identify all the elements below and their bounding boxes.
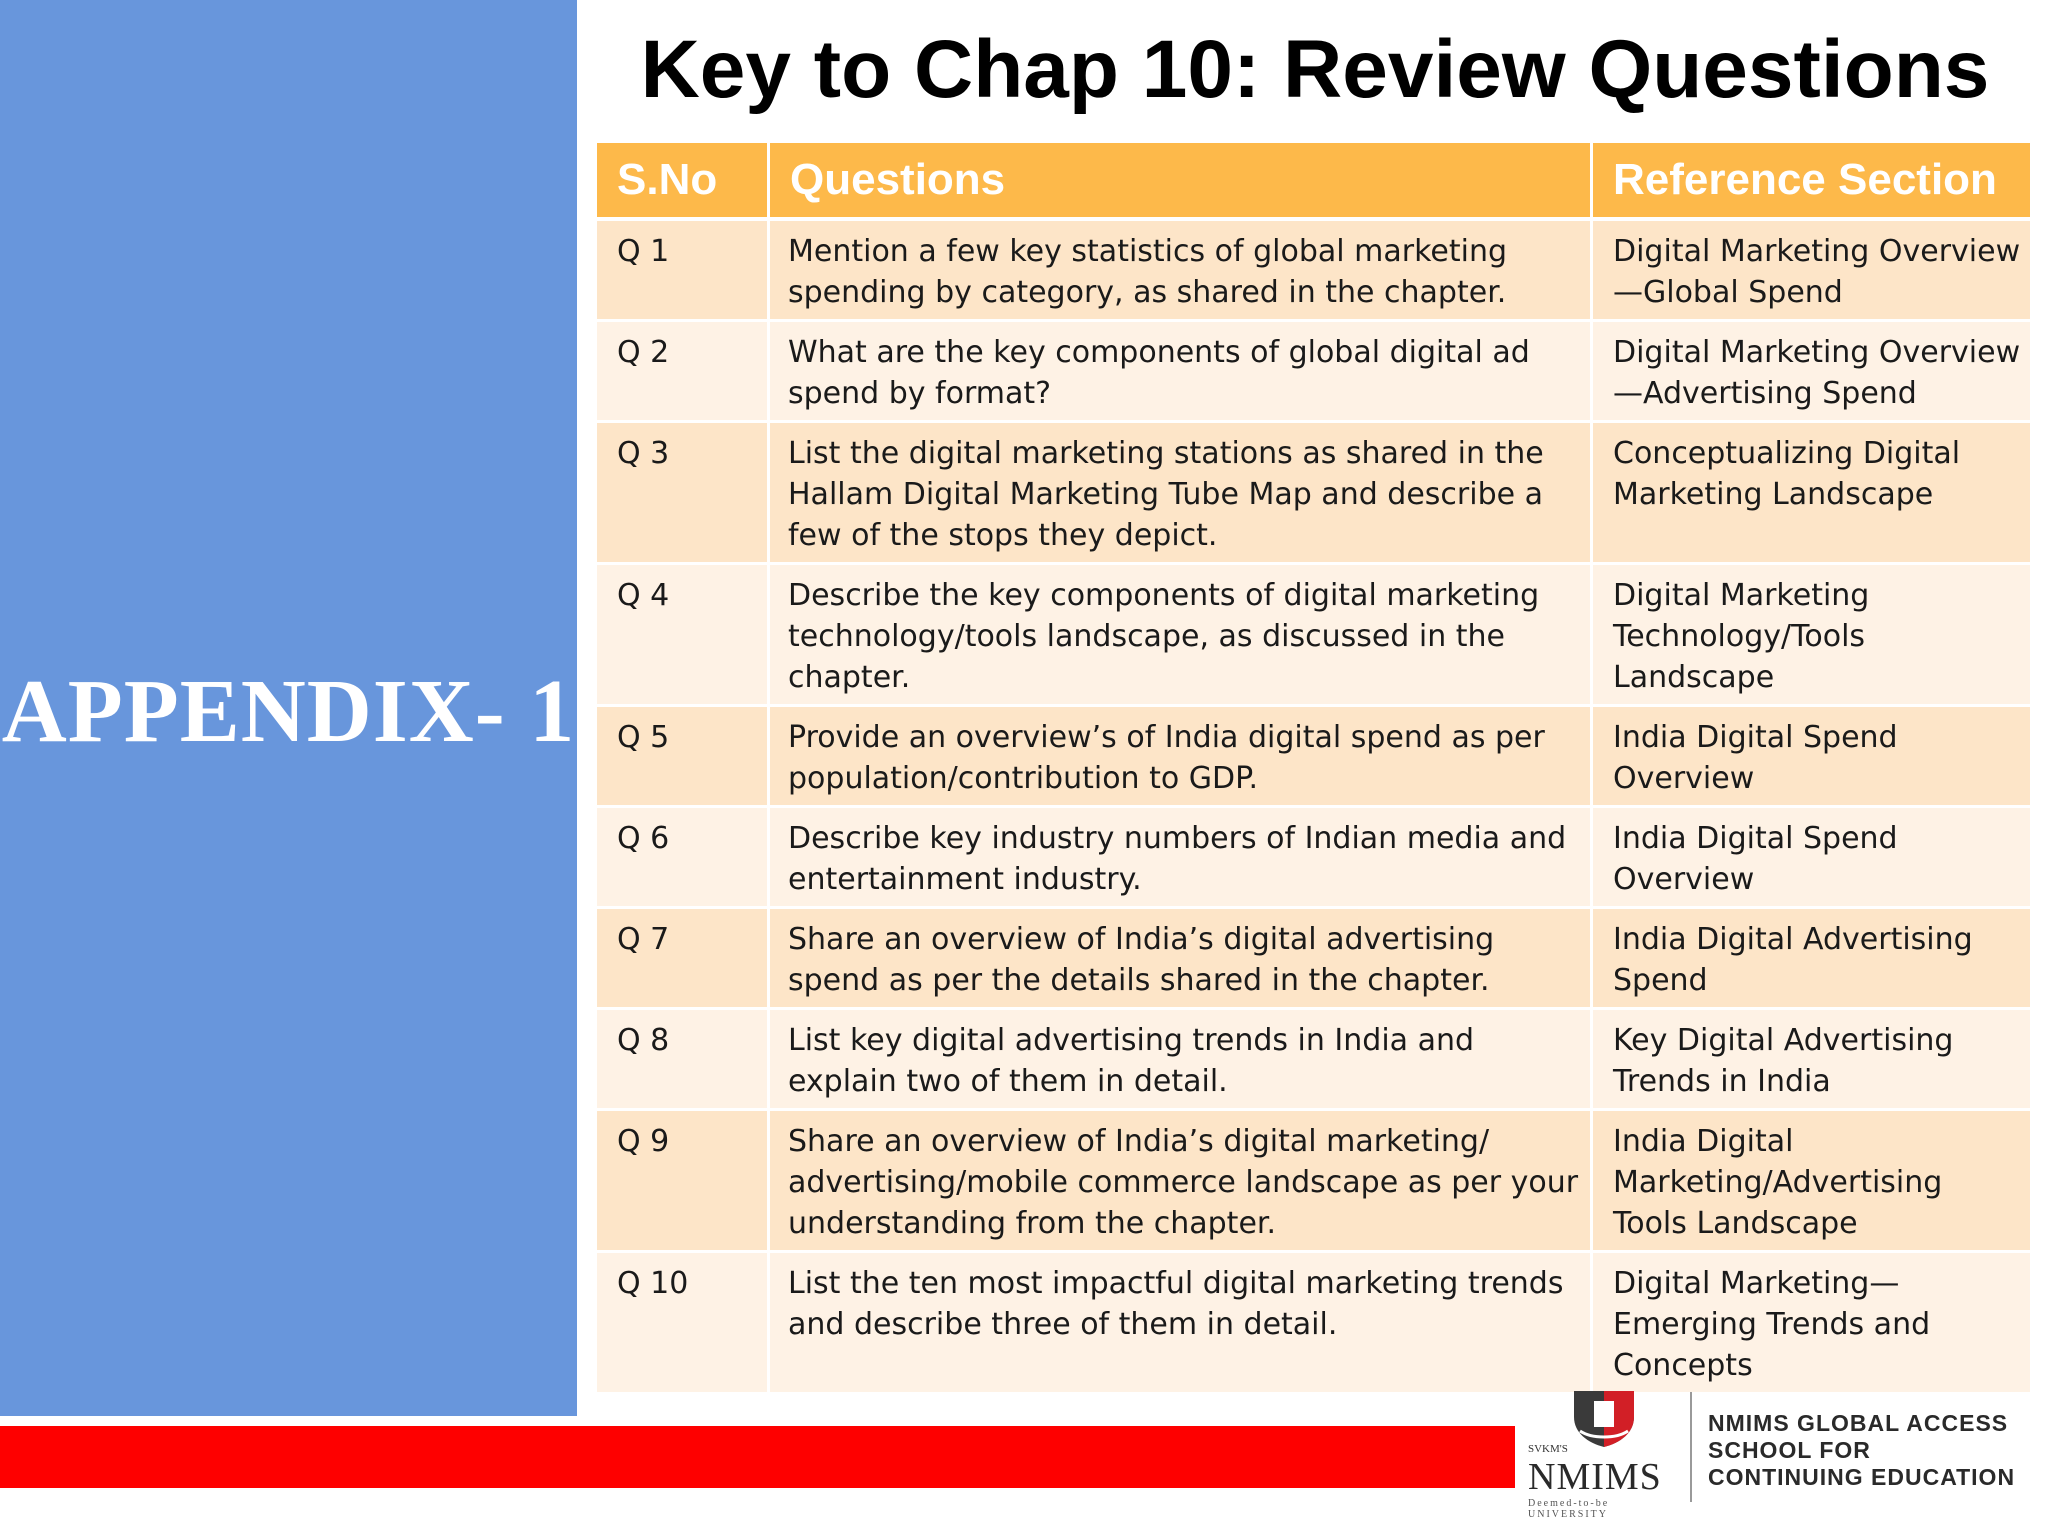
table-row — [597, 423, 2030, 565]
footer-red-bar — [0, 1426, 1515, 1488]
row-reference: India Digital Advertising Spend — [1593, 909, 2030, 1010]
row-sno: Q 7 — [597, 909, 770, 1010]
table-row — [597, 322, 2030, 423]
row-sno: Q 6 — [597, 808, 770, 909]
nmims-shield-icon — [1570, 1387, 1638, 1449]
appendix-label: APPENDIX- 1 — [1, 662, 576, 761]
slide-title: Key to Chap 10: Review Questions — [640, 24, 1990, 115]
table-row — [597, 1111, 2030, 1253]
header-reference-section: Reference Section — [1593, 143, 2030, 221]
row-sno: Q 8 — [597, 1010, 770, 1111]
logo-nmims-text: NMIMS — [1528, 1456, 1662, 1498]
row-reference: Conceptualizing Digital Marketing Landscape — [1593, 423, 2030, 565]
row-question: List key digital advertising trends in India and explain two of them in detail. — [770, 1010, 1593, 1111]
table-row — [597, 707, 2030, 808]
table-row — [597, 1253, 2030, 1395]
row-question: What are the key components of global digital ad spend by format? — [770, 322, 1593, 423]
row-question: Describe the key components of digital marketing technology/tools landscape, as discussed in the chapter. — [770, 565, 1593, 707]
school-name-line-3: CONTINUING EDUCATION — [1708, 1464, 2016, 1490]
header-questions: Questions — [770, 143, 1593, 221]
table-row — [597, 565, 2030, 707]
row-sno: Q 10 — [597, 1253, 770, 1395]
row-reference: Digital Marketing Overview—Global Spend — [1593, 221, 2030, 322]
row-reference: Digital Marketing Overview—Advertising Spend — [1593, 322, 2030, 423]
row-question: Provide an overview’s of India digital spend as per population/contribution to GDP. — [770, 707, 1593, 808]
logo-university-text: Deemed-to-be UNIVERSITY — [1528, 1498, 1610, 1520]
row-reference: India Digital Spend Overview — [1593, 808, 2030, 909]
row-question: List the ten most impactful digital marketing trends and describe three of them in detail. — [770, 1253, 1593, 1395]
row-reference: Digital Marketing—Emerging Trends and Concepts — [1593, 1253, 2030, 1395]
review-questions-table — [597, 143, 2030, 1395]
row-reference: India Digital Spend Overview — [1593, 707, 2030, 808]
row-sno: Q 9 — [597, 1111, 770, 1253]
table-row — [597, 221, 2030, 322]
row-reference: India Digital Marketing/Advertising Tools Landscape — [1593, 1111, 2030, 1253]
row-question: Describe key industry numbers of Indian media and entertainment industry. — [770, 808, 1593, 909]
nmims-logo — [1520, 1385, 1680, 1535]
row-sno: Q 3 — [597, 423, 770, 565]
table-row — [597, 808, 2030, 909]
row-reference: Digital Marketing Technology/Tools Landscape — [1593, 565, 2030, 707]
table-header-row — [597, 143, 2030, 221]
row-sno: Q 1 — [597, 221, 770, 322]
row-question: Mention a few key statistics of global marketing spending by category, as shared in the chapter. — [770, 221, 1593, 322]
school-name-line-1: NMIMS GLOBAL ACCESS — [1708, 1410, 2009, 1436]
row-sno: Q 4 — [597, 565, 770, 707]
school-name — [1708, 1410, 2048, 1491]
logo-svkm-text: SVKM'S — [1528, 1443, 1568, 1455]
header-sno: S.No — [597, 143, 770, 221]
row-question: List the digital marketing stations as shared in the Hallam Digital Marketing Tube Map and describe a few of the stops they depict. — [770, 423, 1593, 565]
row-question: Share an overview of India’s digital marketing/ advertising/mobile commerce landscape as per your understanding from the chapter. — [770, 1111, 1593, 1253]
school-name-line-2: SCHOOL FOR — [1708, 1437, 1871, 1463]
table-row — [597, 909, 2030, 1010]
row-sno: Q 5 — [597, 707, 770, 808]
row-reference: Key Digital Advertising Trends in India — [1593, 1010, 2030, 1111]
logo-divider — [1690, 1392, 1692, 1502]
row-sno: Q 2 — [597, 322, 770, 423]
row-question: Share an overview of India’s digital advertising spend as per the details shared in the chapter. — [770, 909, 1593, 1010]
table-row — [597, 1010, 2030, 1111]
